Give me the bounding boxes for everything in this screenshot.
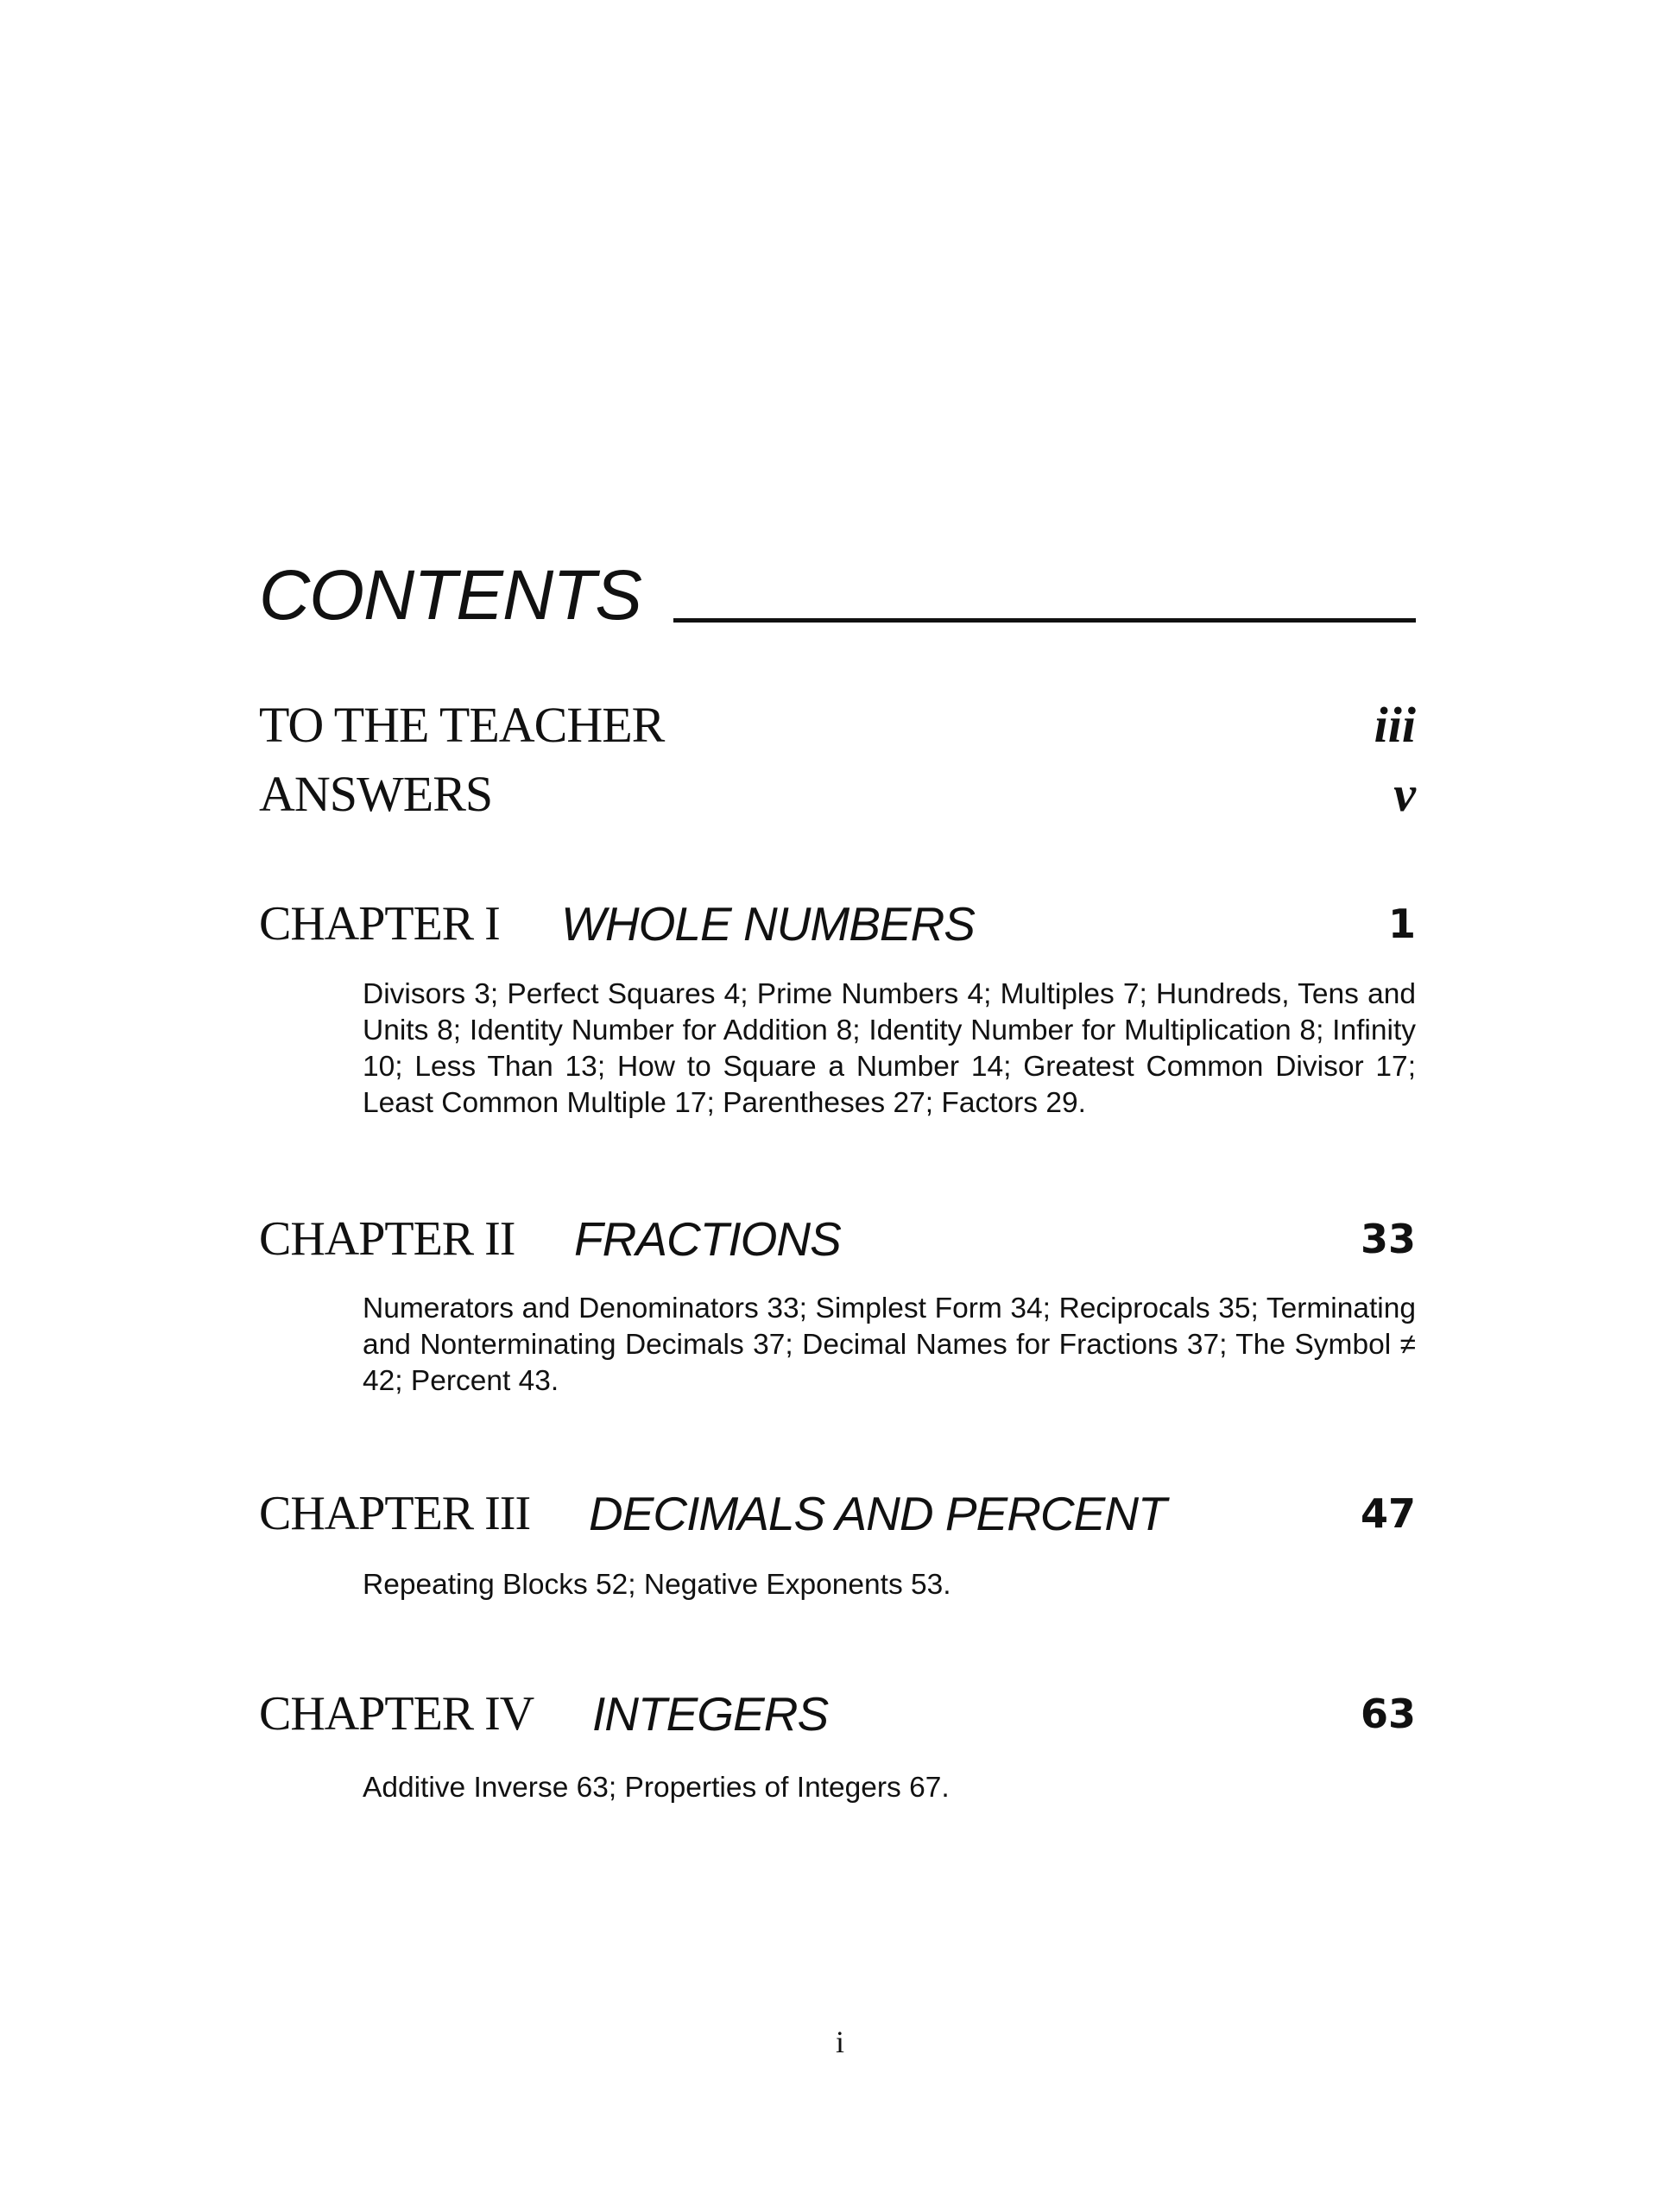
toc-chapter-4[interactable] xyxy=(259,1679,1416,1748)
chapter-topics: Numerators and Denominators 33; Simplest Form 34; Reciprocals 35; Terminating and Nonterminating Decimals 37; Decimal Names for Fractions 37; The Symbol ≠ 42; Percent 43. xyxy=(363,1293,1416,1397)
toc-chapter-3[interactable] xyxy=(259,1479,1416,1548)
chapter-title: WHOLE NUMBERS xyxy=(561,897,975,951)
chapter-topics: Additive Inverse 63; Properties of Integers 67. xyxy=(363,1772,950,1804)
chapter-page: 63 xyxy=(1360,1691,1416,1737)
chapter-label: CHAPTER IV xyxy=(259,1687,534,1741)
contents-heading-row xyxy=(259,553,1416,639)
chapter-topics: Repeating Blocks 52; Negative Exponents 53. xyxy=(363,1569,951,1601)
chapter-page: 1 xyxy=(1387,901,1416,947)
chapter-title: INTEGERS xyxy=(592,1687,829,1741)
toc-entry-page: v xyxy=(1393,766,1416,822)
toc-entry-page: iii xyxy=(1374,697,1416,753)
toc-chapter-1[interactable] xyxy=(259,889,1416,958)
chapter-page: 33 xyxy=(1360,1216,1416,1262)
chapter-label: CHAPTER III xyxy=(259,1487,531,1540)
page-title: CONTENTS xyxy=(259,556,641,635)
toc-entry-answers[interactable] xyxy=(259,760,1416,829)
toc-chapter-2[interactable] xyxy=(259,1204,1416,1274)
chapter-label: CHAPTER II xyxy=(259,1212,515,1266)
chapter-page: 47 xyxy=(1360,1490,1416,1537)
chapter-title: FRACTIONS xyxy=(574,1212,841,1266)
chapter-topics: Divisors 3; Perfect Squares 4; Prime Numbers 4; Multiples 7; Hundreds, Tens and Units 8; Identity Number for Addition 8; Identity Number for Multiplication 8; Infinity 10; Less Than 13; How to Square a Number 14; Greatest Common Divisor 17; Least Common Multiple 17; Parentheses 27; Factors 29. xyxy=(363,978,1416,1119)
chapter-title: DECIMALS AND PERCENT xyxy=(589,1487,1166,1540)
toc-entry-label: ANSWERS xyxy=(259,766,493,822)
toc-entry-to-the-teacher[interactable] xyxy=(259,691,1416,760)
chapter-label: CHAPTER I xyxy=(259,897,500,951)
page-number: i xyxy=(835,2025,844,2059)
toc-entry-label: TO THE TEACHER xyxy=(259,697,665,753)
heading-rule xyxy=(673,618,1416,623)
